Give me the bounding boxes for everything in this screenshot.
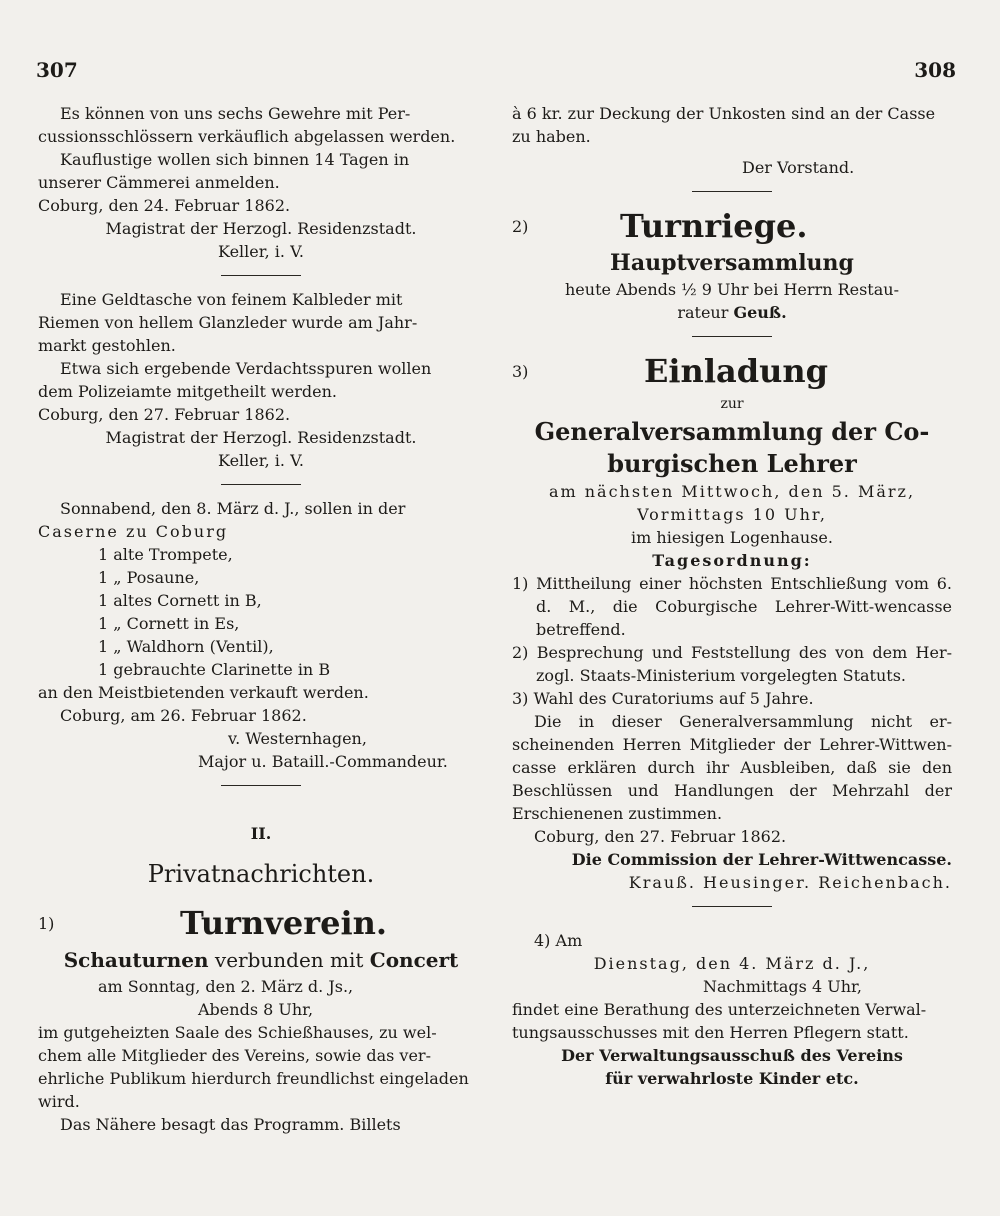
headline-part: verbunden mit [208,948,370,972]
notice-verwaltung [512,919,952,1090]
text-line: cussionsschlössern verkäuflich abgelassen werden. [38,127,456,146]
list-item: 1 gebrauchte Clarinette in B [98,660,331,679]
list-item: 1 „ Cornett in Es, [98,614,240,633]
divider [692,336,772,337]
notice-title: Einladung [644,352,828,390]
text-line: chem alle Mitglieder des Vereins, sowie das ver- [38,1046,431,1065]
text-line: unserer Cämmerei anmelden. [38,173,280,192]
notice-signer: Keller, i. V. [218,451,304,470]
notice-headline: Generalversammlung der Co- [534,417,930,446]
list-item: 1 „ Waldhorn (Ventil), [98,637,274,656]
text-line: im gutgeheizten Saale des Schießhauses, zu wel- [38,1023,437,1042]
notice-einladung [512,349,952,894]
text-line: Sonnabend, den 8. März d. J., sollen in der [60,499,406,518]
notice-number: 2) [512,216,529,236]
text-line: heute Abends ½ 9 Uhr bei Herrn Restau- [565,280,899,299]
notice-signer: v. Westernhagen, [228,729,367,748]
section-title: Privatnachrichten. [147,860,375,888]
notice-subtitle: Hauptversammlung [610,250,854,276]
text-line: ehrliche Publikum hierdurch freundlichst eingeladen [38,1069,469,1088]
text-line: Abends 8 Uhr, [198,1000,314,1019]
text-line: findet eine Berathung des unterzeichneten Verwal- [512,1000,927,1019]
page-number-right: 308 [914,58,956,82]
notice-heading [512,349,952,393]
notice-stolen-bag [38,288,484,472]
text-line: Nachmittags 4 Uhr, [702,977,862,996]
notice-number: 3) [512,361,529,381]
text-line: wird. [38,1092,80,1111]
divider [692,906,772,907]
divider [692,191,772,192]
list-item: 1 „ Posaune, [98,568,200,587]
text-line: zu haben. [512,127,591,146]
section-roman-numeral: II. [250,824,272,843]
notice-signer-names: Krauß. Heusinger. Reichenbach. [628,873,952,892]
notice-title: Turnriege. [620,207,808,245]
right-column [512,102,952,1090]
notice-authority: Magistrat der Herzogl. Residenzstadt. [105,219,417,238]
headline-part: Concert [369,948,459,972]
notice-signer-title: Major u. Bataill.-Commandeur. [198,752,448,771]
text-line: Eine Geldtasche von feinem Kalbleder mit [60,290,403,309]
text-line: Caserne zu Coburg [38,522,229,541]
notice-signer: Keller, i. V. [218,242,304,261]
notice-date: Coburg, am 26. Februar 1862. [60,706,307,725]
text-line: am nächsten Mittwoch, den 5. März, [548,482,916,501]
text-line: Kauflustige wollen sich binnen 14 Tagen in [60,150,410,169]
text-line: Es können von uns sechs Gewehre mit Per- [60,104,411,123]
text-line [512,301,952,324]
text-line: Vormittags 10 Uhr, [637,505,827,524]
notice-instrument-sale [38,497,484,773]
text-line: Das Nähere besagt das Programm. Billets [60,1115,401,1134]
list-item: 1 alte Trompete, [98,545,233,564]
notice-headline: burgischen Lehrer [607,449,857,478]
notice-signer: Der Vorstand. [742,158,855,177]
text-line: an den Meistbietenden verkauft werden. [38,683,369,702]
text-part: rateur [677,303,734,322]
notice-authority: Magistrat der Herzogl. Residenzstadt. [105,428,417,447]
page-number-left: 307 [36,58,78,82]
text-line: Etwa sich ergebende Verdachtsspuren wollen [60,359,432,378]
notice-turnriege [512,204,952,324]
agenda-title: Tagesordnung: [652,551,812,570]
headline-part: Schauturnen [63,948,209,972]
notice-rifles [38,102,484,263]
text-line: am Sonntag, den 2. März d. Js., [98,977,354,996]
name-emphasis: Geuß. [733,303,787,322]
divider [221,484,301,485]
text-line: zur [720,396,744,412]
notice-turnverein [38,901,484,1136]
notice-number: 1) [38,913,55,933]
notice-signer: für verwahrloste Kinder etc. [605,1069,859,1088]
notice-date: Coburg, den 27. Februar 1862. [534,827,787,846]
left-column [38,102,484,1136]
agenda-item: 1) Mittheilung einer höchsten Entschließung vom 6. d. M., die Coburgische Lehrer-Witt-wencasse betreffend. [512,574,952,639]
notice-title: Turnverein. [180,904,387,942]
list-item: 1 altes Cornett in B, [98,591,262,610]
paragraph: Die in dieser Generalversammlung nicht er-scheinenden Herren Mitglieder der Lehrer-Wittwen-casse erklären durch ihr Ausbleiben, daß sie den Beschlüssen und Handlungen der Mehrzahl der Erschienenen zustimmen. [512,712,952,823]
divider [221,785,301,786]
text-line: Riemen von hellem Glanzleder wurde am Jahr- [38,313,418,332]
text-line: Dienstag, den 4. März d. J., [593,954,871,973]
text-line: im hiesigen Logenhause. [631,528,833,547]
notice-heading [512,204,952,248]
notice-date: Coburg, den 24. Februar 1862. [38,196,291,215]
notice-signer: Die Commission der Lehrer-Wittwencasse. [571,850,952,869]
text-line: tungsausschusses mit den Herren Pflegern statt. [512,1023,909,1042]
text-line: dem Polizeiamte mitgetheilt werden. [38,382,337,401]
notice-date: Coburg, den 27. Februar 1862. [38,405,291,424]
divider [221,275,301,276]
notice-number: 4) Am [534,931,583,950]
notice-heading [38,901,484,945]
notice-signer: Der Verwaltungsausschuß des Vereins [561,1046,903,1065]
text-line: à 6 kr. zur Deckung der Unkosten sind an der Casse [512,104,936,123]
text-line: markt gestohlen. [38,336,176,355]
headline [38,945,484,975]
agenda-item: 2) Besprechung und Feststellung des von dem Her-zogl. Staats-Ministerium vorgelegten Statuts. [512,643,952,685]
agenda-item: 3) Wahl des Curatoriums auf 5 Jahre. [512,689,814,708]
